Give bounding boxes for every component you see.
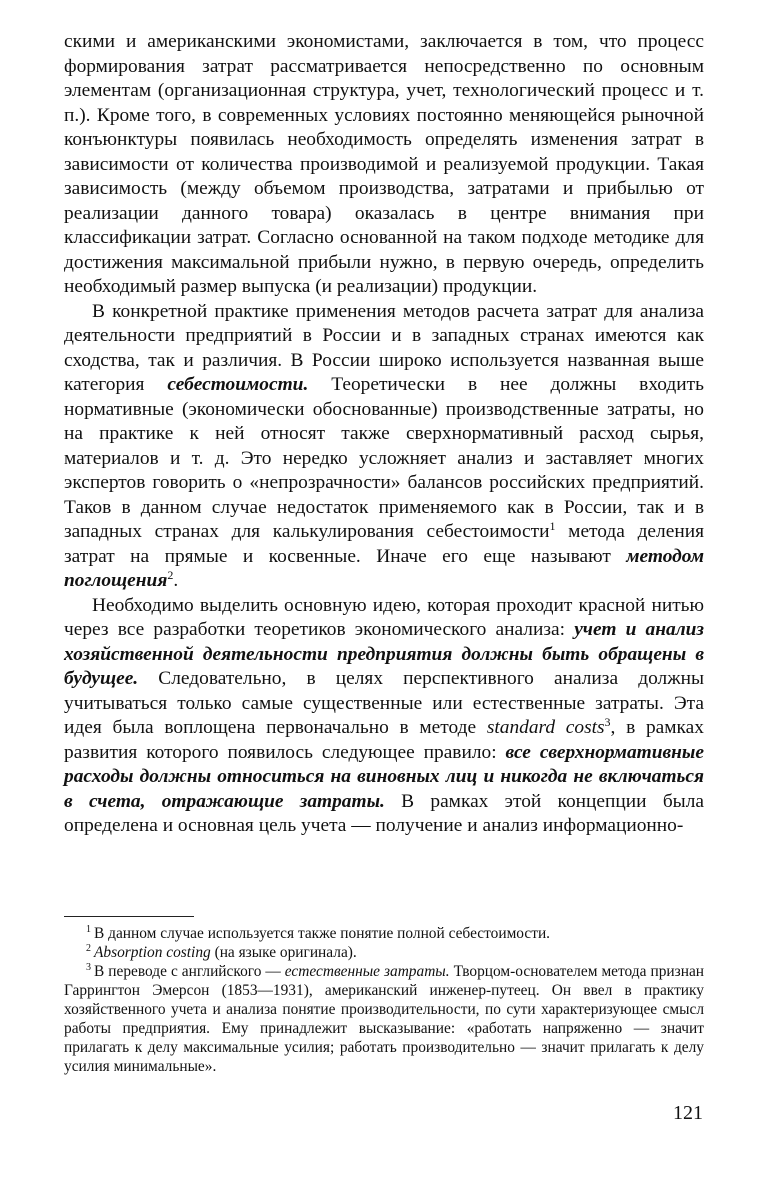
footnote-2-term: Absorption costing — [94, 944, 211, 961]
term-standard-costs: standard costs — [486, 717, 605, 738]
page-number: 121 — [673, 1102, 703, 1124]
rule-emphasis: все сверхнормативные расходы должны относиться на виновных лиц и никогда не включаться в счета, отражающие затраты. — [64, 741, 704, 812]
key-idea-emphasis: учет и анализ хозяйственной деятельности предприятия должны быть обращены в будущее. — [64, 619, 704, 689]
footnote-separator — [64, 916, 194, 917]
footnote-3 — [64, 962, 704, 1076]
footnote-mark-1: 1 — [86, 924, 91, 935]
paragraph-2-text-a: В конкретной практике применения методов расчета затрат для анализа деятельности предприятий в России и в западных странах имеются как сходства, так и различия. В России широко используется названная выше категория — [64, 300, 704, 395]
paragraph-3-text-b: Следовательно, в целях перспективного анализа должны учитываться только самые существенные или естественные затраты. Эта идея была воплощена первоначально в методе — [64, 668, 704, 738]
footnote-ref-1[interactable]: 1 — [549, 519, 556, 533]
footnote-3-text-a: В переводе с английского — — [94, 963, 285, 980]
term-sebestoimost: себестоимости. — [167, 374, 309, 395]
paragraph-2 — [64, 300, 704, 594]
footnote-1-text: В данном случае используется также понятие полной себестоимости. — [94, 925, 551, 942]
paragraph-1 — [64, 30, 704, 300]
paragraph-2-text-c: метода деления затрат на прямые и косвенные. Иначе его еще называют — [64, 521, 704, 567]
term-absorption-method: методом поглощения — [64, 545, 704, 591]
footnote-mark-2: 2 — [86, 943, 91, 954]
paragraph-3-text-c: , в рамках развития которого появилось следующее правило: — [64, 717, 704, 763]
footnotes — [64, 924, 704, 1076]
footnote-2 — [64, 943, 704, 962]
footnote-mark-3: 3 — [86, 962, 91, 973]
footnote-3-text-b: Творцом-основателем метода признан Гаррингтон Эмерсон (1853—1931), американский инженер-путеец. Он ввел в практику хозяйственного учета и анализа понятие производительности, по сути характеризующее смысл работы предприятия. Ему принадлежит высказывание: «работать напряженно — значит прилагать к делу максимальные усилия; работать производительно — значит прилагать к делу усилия минимальные». — [64, 963, 705, 1075]
paragraph-2-text-b: Теоретически в нее должны входить нормативные (экономически обоснованные) производственные затраты, но на практике к ней относят также сверхнормативный расход сырья, материалов и т. д. Это нередко усложняет анализ и заставляет многих экспертов говорить о «непрозрачности» балансов российских предприятий. Таков в данном случае недостаток применяемого как в России, так и в западных странах для калькулирования себестоимости — [64, 374, 704, 542]
footnote-ref-3[interactable]: 3 — [604, 715, 611, 729]
footnote-2-text: (на языке оригинала). — [210, 944, 357, 961]
paragraph-3-text-d: В рамках этой концепции была определена и основная цель учета — получение и анализ информационно- — [64, 790, 704, 836]
main-text — [64, 30, 704, 839]
footnote-ref-2[interactable]: 2 — [167, 568, 174, 582]
footnote-1 — [64, 924, 704, 943]
footnote-3-term: естественные затраты. — [284, 963, 450, 980]
paragraph-2-text-d: . — [173, 570, 179, 591]
paragraph-3-text-a: Необходимо выделить основную идею, которая проходит красной нитью через все разработки теоретиков экономического анализа: — [64, 594, 704, 640]
paragraph-3 — [64, 594, 704, 839]
paragraph-1-text: скими и американскими экономистами, заключается в том, что процесс формирования затрат рассматривается непосредственно по основным элементам (организационная структура, учет, технологический процесс и т. п.). Кроме того, в современных условиях постоянно меняющейся рыночной конъюнктуры появилась необходимость определять изменения затрат в зависимости от количества производимой и реализуемой продукции. Такая зависимость (между объемом производства, затратами и прибылью от реализации данного товара) оказалась в центре внимания при классификации затрат. Согласно основанной на таком подходе методике для достижения максимальной прибыли нужно, в первую очередь, определить необходимый размер выпуска (и реализации) продукции. — [64, 31, 704, 297]
